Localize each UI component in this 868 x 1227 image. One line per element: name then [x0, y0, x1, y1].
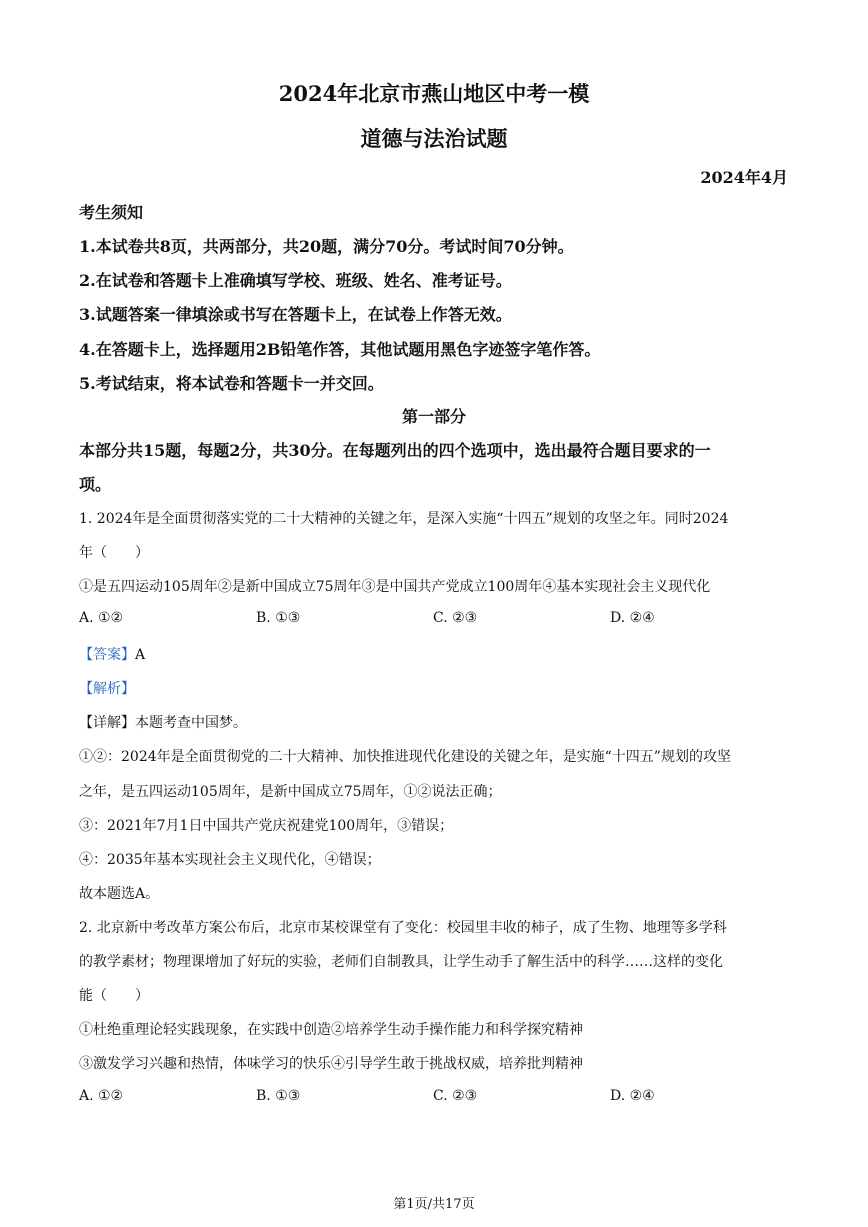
- option-b: B. ①③: [256, 1088, 301, 1104]
- option-c: C. ②③: [433, 1088, 478, 1104]
- question-stem: 的教学素材；物理课增加了好玩的实验，老师们自制教具，让学生动手了解生活中的科学……这样的变化: [79, 954, 723, 970]
- detail-line: ④：2035年基本实现社会主义现代化，④错误；: [79, 852, 381, 868]
- notice-item: 2.在试卷和答题卡上准确填写学校、班级、姓名、准考证号。: [79, 271, 512, 290]
- part-instruction: 项。: [79, 475, 112, 494]
- detail-line: ③：2021年7月1日中国共产党庆祝建党100周年，③错误；: [79, 818, 454, 834]
- notice-item: 3.试题答案一律填涂或书写在答题卡上，在试卷上作答无效。: [79, 305, 512, 324]
- detail-line: 之年，是五四运动105周年，是新中国成立75周年，①②说法正确；: [79, 784, 502, 800]
- detail-line: ①②：2024年是全面贯彻党的二十大精神、加快推进现代化建设的关键之年，是实施“十四五”规划的攻坚: [79, 749, 731, 765]
- question-stem: 1. 2024年是全面贯彻落实党的二十大精神的关键之年，是深入实施“十四五”规划的攻坚之年。同时2024: [79, 511, 729, 527]
- detail-line: 【详解】本题考查中国梦。: [79, 715, 247, 731]
- page-subtitle: 道德与法治试题: [360, 126, 508, 151]
- notice-heading: 考生须知: [79, 203, 144, 222]
- answer-line: [79, 644, 145, 664]
- notice-item: 1.本试卷共8页，共两部分，共20题，满分70分。考试时间70分钟。: [79, 237, 574, 256]
- exam-date: 2024年4月: [700, 168, 788, 187]
- part-instruction: 本部分共15题，每题2分，共30分。在每题列出的四个选项中，选出最符合题目要求的一: [79, 441, 711, 460]
- page-number: 第1页/共17页: [393, 1197, 475, 1212]
- analysis-label: 【解析】: [79, 681, 135, 697]
- question-stem: 能（ ）: [79, 988, 149, 1004]
- question-stem: 2. 北京新中考改革方案公布后，北京市某校课堂有了变化：校园里丰收的柿子，成了生物、地理等多学科: [79, 920, 727, 936]
- option-d: D. ②④: [610, 610, 655, 626]
- question-statements: ③激发学习兴趣和热情，体味学习的快乐④引导学生敢于挑战权威，培养批判精神: [79, 1056, 583, 1072]
- option-b: B. ①③: [256, 610, 301, 626]
- detail-line: 故本题选A。: [79, 886, 160, 902]
- option-c: C. ②③: [433, 610, 478, 626]
- option-a: A. ①②: [79, 1088, 124, 1104]
- question-stem: 年（ ）: [79, 545, 149, 561]
- part-heading: 第一部分: [401, 407, 466, 426]
- option-a: A. ①②: [79, 610, 124, 626]
- option-d: D. ②④: [610, 1088, 655, 1104]
- notice-item: 4.在答题卡上，选择题用2B铅笔作答，其他试题用黑色字迹签字笔作答。: [79, 340, 601, 359]
- question-statements: ①杜绝重理论轻实践现象，在实践中创造②培养学生动手操作能力和科学探究精神: [79, 1022, 583, 1038]
- page-title: 2024年北京市燕山地区中考一模: [278, 81, 590, 106]
- answer-label: 【答案】: [79, 647, 135, 663]
- answer-value: A: [135, 647, 146, 663]
- question-statements: ①是五四运动105周年②是新中国成立75周年③是中国共产党成立100周年④基本实现社会主义现代化: [79, 579, 711, 595]
- notice-item: 5.考试结束，将本试卷和答题卡一并交回。: [79, 374, 384, 393]
